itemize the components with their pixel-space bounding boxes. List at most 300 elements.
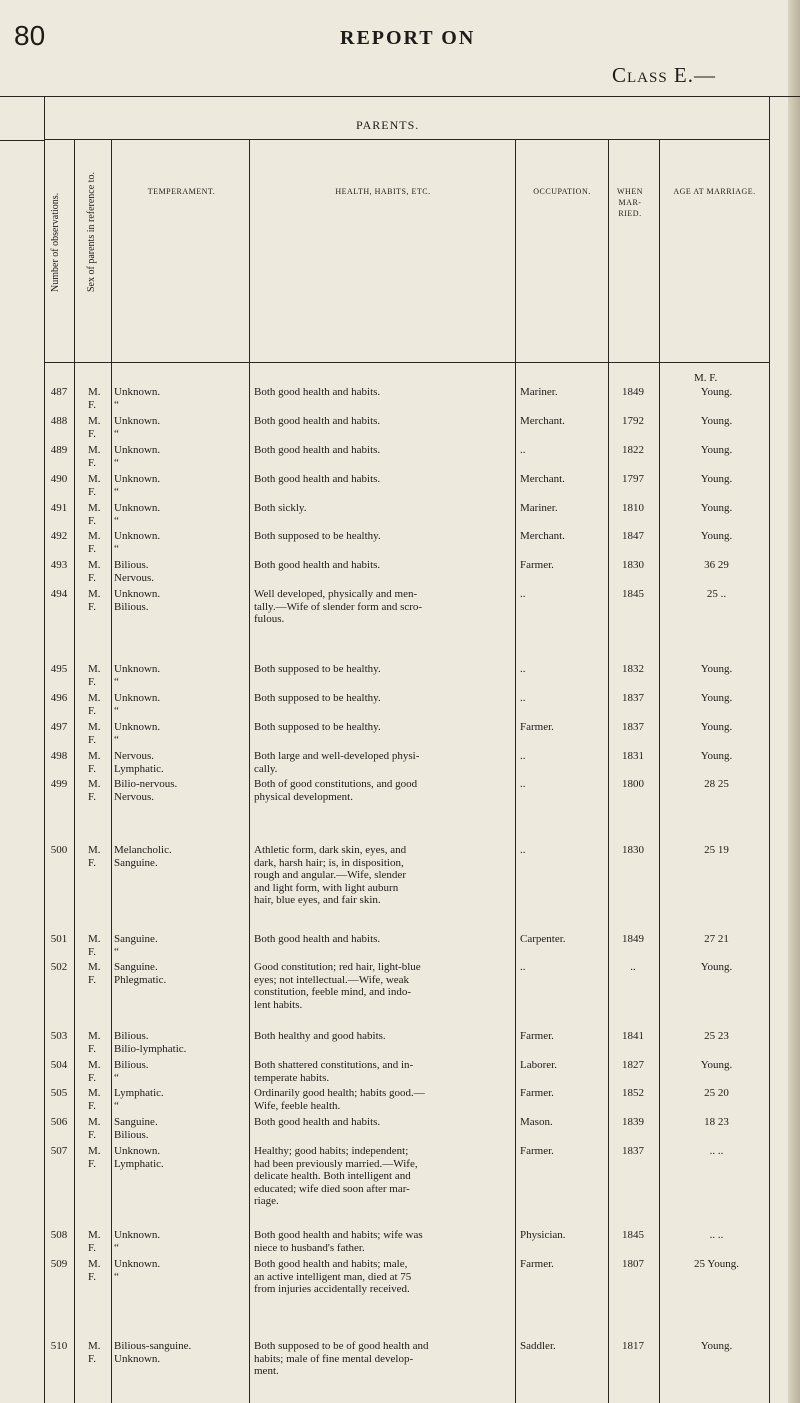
row-number: 489 — [50, 444, 68, 456]
row-number: 496 — [50, 692, 68, 704]
row-health-line: Ordinarily good health; habits good.— — [254, 1087, 425, 1099]
header-occupation: OCCUPATION. — [533, 187, 591, 196]
header-temperament: TEMPERAMENT. — [147, 187, 216, 196]
row-number: 502 — [50, 961, 68, 973]
row-health-line: Both supposed to be healthy. — [254, 663, 381, 675]
row-temperament-line: Unknown. — [114, 386, 161, 398]
class-title: Class E.— — [612, 63, 717, 87]
row-sex — [88, 778, 110, 803]
column-rule — [515, 140, 516, 1403]
row-sex-line: M. — [88, 386, 101, 398]
row-temperament — [114, 1229, 249, 1254]
row-health-line: Good constitution; red hair, light-blue — [254, 961, 421, 973]
row-sex-line: M. — [88, 502, 101, 514]
row-temperament — [114, 721, 249, 746]
row-sex — [88, 386, 110, 411]
row-health-line: cally. — [254, 762, 278, 775]
row-temperament — [114, 1145, 249, 1170]
row-sex-line: F. — [88, 542, 96, 555]
row-year-married: 1845 — [622, 588, 644, 600]
row-temperament — [114, 1087, 249, 1112]
row-sex-line: F. — [88, 1042, 96, 1055]
row-sex-line: M. — [88, 1229, 101, 1241]
row-sex-line: M. — [88, 588, 101, 600]
row-year-married: 1822 — [622, 444, 644, 456]
row-sex — [88, 444, 110, 469]
row-temperament-line: “ — [114, 1071, 119, 1084]
row-temperament — [114, 750, 249, 775]
row-temperament-line: “ — [114, 675, 119, 688]
row-sex-line: M. — [88, 778, 101, 790]
header-bottom-rule — [44, 362, 769, 363]
column-rule — [249, 140, 250, 1403]
row-number: 504 — [50, 1059, 68, 1071]
row-health-line: constitution, feeble mind, and indo- — [254, 986, 412, 998]
row-sex-line: F. — [88, 514, 96, 527]
row-sex-line: F. — [88, 1157, 96, 1170]
row-temperament-line: Sanguine. — [114, 1116, 158, 1128]
row-health-line: Both of good constitutions, and good — [254, 778, 418, 790]
row-health — [254, 1059, 514, 1084]
row-temperament-line: Unknown. — [114, 1258, 161, 1270]
row-sex — [88, 1229, 110, 1254]
row-temperament-line: Sanguine. — [114, 961, 158, 973]
column-rule — [111, 140, 112, 1403]
row-number: 507 — [50, 1145, 68, 1157]
row-temperament-line: Unknown. — [114, 663, 161, 675]
row-year-married: 1849 — [622, 386, 644, 398]
row-occupation: .. — [520, 750, 526, 762]
row-occupation: Farmer. — [520, 1258, 554, 1270]
row-health-line: Athletic form, dark skin, eyes, and — [254, 844, 407, 856]
row-temperament — [114, 530, 249, 555]
row-year-married: 1852 — [622, 1087, 644, 1099]
row-health — [254, 750, 514, 775]
row-health-line: delicate health. Both intelligent and — [254, 1170, 411, 1182]
row-health — [254, 473, 514, 486]
row-sex — [88, 415, 110, 440]
row-sex-line: M. — [88, 933, 101, 945]
row-temperament-line: Bilio-lymphatic. — [114, 1042, 187, 1055]
row-sex — [88, 530, 110, 555]
row-temperament-line: Unknown. — [114, 1229, 161, 1241]
row-temperament-line: Lymphatic. — [114, 1157, 164, 1170]
row-health-line: Both supposed to be of good health and — [254, 1340, 429, 1352]
row-sex — [88, 1116, 110, 1141]
row-age-at-marriage: Young. — [700, 750, 733, 762]
row-health — [254, 1340, 514, 1378]
row-health-line: tally.—Wife of slender form and scro- — [254, 600, 423, 613]
row-year-married: 1839 — [622, 1116, 644, 1128]
row-age-at-marriage: 25 .. — [706, 588, 727, 600]
row-sex — [88, 1258, 110, 1283]
row-temperament — [114, 444, 249, 469]
row-occupation: Mariner. — [520, 386, 558, 398]
row-temperament — [114, 933, 249, 958]
row-number: 494 — [50, 588, 68, 600]
row-sex-line: F. — [88, 600, 96, 613]
row-year-married: 1831 — [622, 750, 644, 762]
row-temperament — [114, 692, 249, 717]
column-rule — [608, 140, 609, 1403]
row-health — [254, 1116, 514, 1129]
table-top-rule — [0, 96, 800, 97]
row-temperament — [114, 415, 249, 440]
row-number: 506 — [50, 1116, 68, 1128]
row-health — [254, 663, 514, 676]
row-temperament-line: “ — [114, 733, 119, 746]
row-age-at-marriage: .. .. — [709, 1145, 724, 1157]
row-health — [254, 844, 514, 907]
row-temperament-line: “ — [114, 1270, 119, 1283]
row-sex-line: F. — [88, 704, 96, 717]
row-health-line: niece to husband's father. — [254, 1241, 365, 1254]
row-number: 491 — [50, 502, 68, 514]
row-health-line: hair, blue eyes, and fair skin. — [254, 894, 381, 906]
row-sex — [88, 721, 110, 746]
row-health-line: Both good health and habits. — [254, 415, 381, 427]
row-age-at-marriage: Young. — [700, 502, 733, 514]
row-year-married: 1849 — [622, 933, 644, 945]
row-temperament-line: “ — [114, 1241, 119, 1254]
row-temperament-line: “ — [114, 704, 119, 717]
row-sex-line: F. — [88, 1352, 96, 1365]
row-number: 488 — [50, 415, 68, 427]
row-temperament-line: Melancholic. — [114, 844, 172, 856]
row-number: 509 — [50, 1258, 68, 1270]
row-year-married: 1817 — [622, 1340, 644, 1352]
row-occupation: .. — [520, 778, 526, 790]
row-age-at-marriage: 25 20 — [704, 1087, 729, 1099]
row-number: 490 — [50, 473, 68, 485]
row-number: 503 — [50, 1030, 68, 1042]
row-health-line: Both supposed to be healthy. — [254, 721, 381, 733]
row-sex-line: F. — [88, 427, 96, 440]
row-sex — [88, 473, 110, 498]
row-sex-line: M. — [88, 1030, 101, 1042]
row-occupation: Farmer. — [520, 1087, 554, 1099]
row-number: 500 — [50, 844, 68, 856]
header-when-married: WHEN MAR- RIED. — [617, 187, 643, 218]
row-health-line: ment. — [254, 1365, 279, 1377]
row-number: 505 — [50, 1087, 68, 1099]
header-age-at-marriage: AGE AT MARRIAGE. — [673, 187, 756, 196]
row-occupation: Merchant. — [520, 530, 565, 542]
page-edge — [788, 0, 800, 1403]
row-temperament-line: Unknown. — [114, 1352, 161, 1365]
row-temperament-line: Unknown. — [114, 588, 161, 600]
row-health — [254, 1030, 514, 1043]
row-sex-line: F. — [88, 485, 96, 498]
row-age-at-marriage: Young. — [700, 1059, 733, 1071]
row-age-at-marriage: Young. — [700, 1340, 733, 1352]
row-age-at-marriage: 25 Young. — [694, 1258, 739, 1270]
row-occupation: Farmer. — [520, 1030, 554, 1042]
row-temperament — [114, 588, 249, 613]
table-right-rule — [769, 96, 770, 1403]
row-sex-line: F. — [88, 762, 96, 775]
row-year-married: 1827 — [622, 1059, 644, 1071]
row-temperament — [114, 778, 249, 803]
row-sex-line: F. — [88, 1071, 96, 1084]
row-temperament — [114, 1030, 249, 1055]
row-sex-line: F. — [88, 456, 96, 469]
row-health-line: educated; wife died soon after mar- — [254, 1182, 410, 1195]
row-temperament-line: Unknown. — [114, 1145, 161, 1157]
row-year-married: 1837 — [622, 721, 644, 733]
row-health-line: temperate habits. — [254, 1071, 330, 1084]
row-health — [254, 961, 514, 1011]
row-year-married: 1837 — [622, 692, 644, 704]
row-occupation: .. — [520, 961, 526, 973]
row-age-at-marriage: 28 25 — [704, 778, 729, 790]
row-health — [254, 1258, 514, 1296]
row-health — [254, 444, 514, 457]
row-sex — [88, 1340, 110, 1365]
row-year-married: 1845 — [622, 1229, 644, 1241]
row-health-line: Both supposed to be healthy. — [254, 530, 381, 542]
row-temperament-line: Unknown. — [114, 415, 161, 427]
row-temperament-line: Unknown. — [114, 473, 161, 485]
row-age-at-marriage: .. .. — [709, 1229, 724, 1241]
row-sex — [88, 933, 110, 958]
row-health-line: an active intelligent man, died at 75 — [254, 1270, 412, 1283]
row-occupation: Mason. — [520, 1116, 553, 1128]
row-sex-line: F. — [88, 398, 96, 411]
row-temperament-line: Nervous. — [114, 790, 155, 803]
row-number: 497 — [50, 721, 68, 733]
column-rule — [74, 140, 75, 1403]
row-health — [254, 415, 514, 428]
row-temperament-line: Bilious-sanguine. — [114, 1340, 192, 1352]
row-sex — [88, 692, 110, 717]
row-temperament — [114, 663, 249, 688]
row-sex-line: M. — [88, 444, 101, 456]
row-sex-line: F. — [88, 1241, 96, 1254]
row-year-married: 1847 — [622, 530, 644, 542]
row-sex-line: F. — [88, 945, 96, 958]
running-head: REPORT ON — [340, 27, 476, 49]
row-health — [254, 502, 514, 515]
row-sex-line: M. — [88, 692, 101, 704]
row-sex-line: M. — [88, 530, 101, 542]
row-temperament — [114, 1340, 249, 1365]
row-number: 498 — [50, 750, 68, 762]
row-health — [254, 721, 514, 734]
row-health-line: Both sickly. — [254, 502, 307, 514]
row-sex-line: F. — [88, 1128, 96, 1141]
row-year-married: 1807 — [622, 1258, 644, 1270]
row-age-at-marriage: Young. — [700, 386, 733, 398]
row-sex — [88, 750, 110, 775]
row-sex — [88, 502, 110, 527]
row-temperament — [114, 386, 249, 411]
row-temperament-line: “ — [114, 456, 119, 469]
header-sex: Sex of parents in reference to. — [86, 172, 97, 292]
row-temperament-line: Unknown. — [114, 721, 161, 733]
row-sex-line: M. — [88, 473, 101, 485]
row-temperament-line: Lymphatic. — [114, 1087, 164, 1099]
row-age-at-marriage: Young. — [700, 663, 733, 675]
row-sex — [88, 1087, 110, 1112]
row-health-line: had been previously married.—Wife, — [254, 1157, 418, 1170]
row-occupation: Saddler. — [520, 1340, 556, 1352]
row-health-line: Healthy; good habits; independent; — [254, 1145, 409, 1157]
row-age-at-marriage: 25 23 — [704, 1030, 729, 1042]
row-occupation: .. — [520, 844, 526, 856]
row-health — [254, 692, 514, 705]
row-number: 493 — [50, 559, 68, 571]
row-year-married: 1841 — [622, 1030, 644, 1042]
row-temperament — [114, 1258, 249, 1283]
group-heading-rule-left — [0, 140, 44, 141]
row-sex — [88, 1145, 110, 1170]
row-sex-line: M. — [88, 844, 101, 856]
row-age-at-marriage: 36 29 — [704, 559, 729, 571]
row-sex-line: F. — [88, 856, 96, 869]
row-occupation: Laborer. — [520, 1059, 557, 1071]
row-age-at-marriage: Young. — [700, 473, 733, 485]
row-health-line: Both good health and habits. — [254, 386, 381, 398]
row-sex-line: M. — [88, 1116, 101, 1128]
row-health-line: and light form, with light auburn — [254, 881, 399, 894]
row-temperament — [114, 1116, 249, 1141]
row-year-married: .. — [630, 961, 636, 973]
row-sex-line: F. — [88, 790, 96, 803]
row-occupation: Merchant. — [520, 473, 565, 485]
row-age-at-marriage: 25 19 — [704, 844, 729, 856]
row-occupation: Merchant. — [520, 415, 565, 427]
row-health — [254, 588, 514, 626]
row-year-married: 1810 — [622, 502, 644, 514]
row-temperament-line: “ — [114, 542, 119, 555]
group-heading: PARENTS. — [356, 118, 420, 132]
row-temperament-line: Unknown. — [114, 444, 161, 456]
row-sex-line: F. — [88, 675, 96, 688]
row-temperament-line: Bilious. — [114, 600, 149, 613]
row-temperament — [114, 502, 249, 527]
row-health — [254, 778, 514, 803]
row-health-line: Both good health and habits; wife was — [254, 1229, 423, 1241]
row-occupation: .. — [520, 444, 526, 456]
row-health-line: Both good health and habits. — [254, 559, 381, 571]
row-number: 508 — [50, 1229, 68, 1241]
row-number: 510 — [50, 1340, 68, 1352]
row-sex — [88, 1059, 110, 1084]
row-temperament — [114, 844, 249, 869]
row-year-married: 1800 — [622, 778, 644, 790]
row-health-line: Both good health and habits. — [254, 473, 381, 485]
row-temperament-line: “ — [114, 514, 119, 527]
row-age-at-marriage: 18 23 — [704, 1116, 729, 1128]
header-health: HEALTH, HABITS, ETC. — [335, 187, 431, 196]
row-health-line: physical development. — [254, 790, 353, 803]
row-age-at-marriage: Young. — [700, 444, 733, 456]
row-sex-line: M. — [88, 1258, 101, 1270]
row-sex — [88, 961, 110, 986]
row-sex-line: M. — [88, 415, 101, 427]
row-temperament-line: Bilio-nervous. — [114, 778, 178, 790]
row-temperament-line: Bilious. — [114, 559, 149, 571]
row-health-line: dark, harsh hair; is, in disposition, — [254, 856, 404, 869]
row-health-line: riage. — [254, 1195, 279, 1207]
row-temperament-line: Nervous. — [114, 571, 155, 584]
page-number: 80 — [14, 20, 46, 51]
row-temperament-line: Sanguine. — [114, 933, 158, 945]
row-age-at-marriage: Young. — [700, 961, 733, 973]
row-sex-line: M. — [88, 961, 101, 973]
header-number: Number of observations. — [50, 192, 61, 292]
row-sex-line: M. — [88, 1145, 101, 1157]
row-temperament-line: “ — [114, 427, 119, 440]
row-temperament-line: Unknown. — [114, 692, 161, 704]
row-health-line: from injuries accidentally received. — [254, 1283, 410, 1295]
row-occupation: Physician. — [520, 1229, 566, 1241]
row-age-at-marriage: Young. — [700, 721, 733, 733]
row-sex-line: M. — [88, 1059, 101, 1071]
row-number: 495 — [50, 663, 68, 675]
row-occupation: Farmer. — [520, 1145, 554, 1157]
row-health-line: lent habits. — [254, 998, 303, 1011]
row-sex — [88, 663, 110, 688]
row-health-line: Wife, feeble health. — [254, 1099, 341, 1112]
row-occupation: .. — [520, 692, 526, 704]
row-health-line: Both supposed to be healthy. — [254, 692, 381, 704]
column-rule — [659, 140, 660, 1403]
row-temperament-line: “ — [114, 945, 119, 958]
row-temperament — [114, 473, 249, 498]
row-occupation: Carpenter. — [520, 933, 566, 945]
age-subheader: M. F. — [694, 372, 718, 384]
row-age-at-marriage: Young. — [700, 530, 733, 542]
row-sex-line: F. — [88, 1099, 96, 1112]
row-year-married: 1832 — [622, 663, 644, 675]
row-sex — [88, 844, 110, 869]
row-health-line: fulous. — [254, 613, 285, 625]
row-sex-line: F. — [88, 733, 96, 746]
row-health-line: Both healthy and good habits. — [254, 1030, 386, 1042]
row-health — [254, 530, 514, 543]
row-health-line: rough and angular.—Wife, slender — [254, 869, 406, 881]
row-number: 499 — [50, 778, 68, 790]
row-temperament-line: Unknown. — [114, 502, 161, 514]
row-health-line: Both good health and habits. — [254, 933, 381, 945]
row-year-married: 1797 — [622, 473, 644, 485]
row-health — [254, 1087, 514, 1112]
row-temperament — [114, 559, 249, 584]
row-health-line: habits; male of fine mental develop- — [254, 1352, 414, 1365]
row-health — [254, 386, 514, 399]
row-sex-line: F. — [88, 1270, 96, 1283]
row-temperament-line: Unknown. — [114, 530, 161, 542]
row-age-at-marriage: Young. — [700, 415, 733, 427]
row-sex-line: M. — [88, 1340, 101, 1352]
row-health-line: Both good health and habits. — [254, 1116, 381, 1128]
row-health-line: Both large and well-developed physi- — [254, 750, 420, 762]
row-temperament — [114, 961, 249, 986]
row-sex-line: F. — [88, 571, 96, 584]
row-sex — [88, 559, 110, 584]
row-occupation: Farmer. — [520, 721, 554, 733]
row-number: 501 — [50, 933, 68, 945]
row-year-married: 1830 — [622, 844, 644, 856]
row-temperament-line: Bilious. — [114, 1030, 149, 1042]
row-year-married: 1837 — [622, 1145, 644, 1157]
row-occupation: .. — [520, 663, 526, 675]
row-temperament-line: Phlegmatic. — [114, 973, 167, 986]
row-temperament-line: “ — [114, 398, 119, 411]
row-temperament-line: “ — [114, 485, 119, 498]
